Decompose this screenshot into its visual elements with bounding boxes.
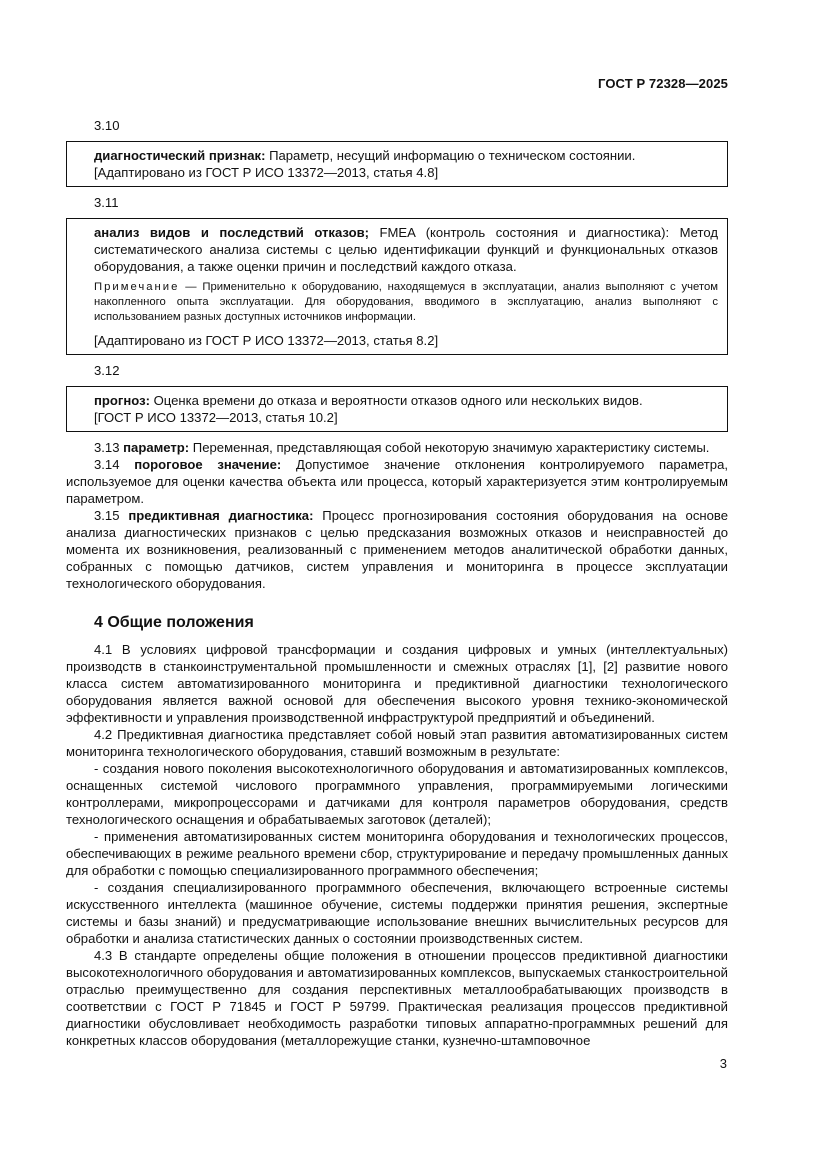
document-body	[66, 111, 728, 1049]
note-label: Примечание	[94, 281, 180, 293]
term-name: пороговое значение:	[134, 456, 282, 472]
term-definition: анализ видов и последствий отказов; FMEA (контроль состояния и диагностика): Метод систематического анализа системы с целью идентификации функций и функциональных отказов оборудования, а также оценки причин и последствий каждого отказа.	[94, 225, 718, 274]
term-definition: прогноз: Оценка времени до отказа и вероятности отказов одного или нескольких видов.	[94, 392, 643, 408]
term-name: предиктивная диагностика:	[128, 507, 314, 523]
page-number: 3	[719, 1056, 727, 1071]
term-box	[66, 386, 728, 432]
term-name: прогноз:	[94, 392, 150, 408]
term-number: 3.12	[94, 362, 120, 378]
term-box	[66, 141, 728, 187]
term-box	[66, 218, 728, 355]
term-definition: диагностический признак: Параметр, несущий информацию о техническом состоянии.	[94, 148, 636, 163]
paragraph: 4.1 В условиях цифровой трансформации и создания цифровых и умных (интеллектуальных) производств в станкоинструментальной промышленности и смежных отраслях [1], [2] развитие нового класса систем автоматизированного мониторинга и предиктивной диагностики технологического оборудования является важной основой для обеспечения высокого уровня технико-экономической эффективности и управления производственной инфраструктурой предприятий и объединений.	[66, 641, 728, 725]
paragraph: 4.3 В стандарте определены общие положения в отношении процессов предиктивной диагностики высокотехнологичного оборудования и автоматизированных комплексов, выпускаемых станкостроительной отраслью преимущественно для создания перспективных металлообрабатывающих производств в соответствии с ГОСТ Р 71845 и ГОСТ Р 59799. Практическая реализация процессов предиктивной диагностики обусловливает необходимость разработки типовых аппаратно-программных решений для конкретных классов оборудования (металлорежущие станки, кузнечно-штамповочное	[66, 947, 728, 1048]
term-number: 3.11	[94, 195, 119, 210]
term-source: [ГОСТ Р ИСО 13372—2013, статья 10.2]	[94, 409, 338, 425]
term-entry: 3.15 предиктивная диагностика: Процесс прогнозирования состояния оборудования на основе анализа диагностических признаков с целью предсказания возможных отказов и неисправностей до момента их возникновения, реализованный с применением методов аналитической обработки данных, собранных с помощью датчиков, систем управления и мониторинга в процессе эксплуатации технологического оборудования.	[66, 507, 728, 591]
section-title: 4 Общие положения	[94, 613, 254, 631]
term-source: [Адаптировано из ГОСТ Р ИСО 13372—2013, статья 8.2]	[94, 332, 439, 348]
term-entry: 3.13 параметр: Переменная, представляющая собой некоторую значимую характеристику системы.	[94, 439, 710, 455]
term-source: [Адаптировано из ГОСТ Р ИСО 13372—2013, статья 4.8]	[94, 165, 439, 180]
term-name: диагностический признак:	[94, 148, 266, 163]
term-entry: 3.14 пороговое значение: Допустимое значение отклонения контролируемого параметра, используемое для оценки качества объекта или процесса, который характеризуется этим контролируемым параметром.	[66, 456, 728, 506]
paragraph: 4.2 Предиктивная диагностика представляет собой новый этап развития автоматизированных систем мониторинга технологического оборудования, ставший возможным в результате:	[66, 726, 728, 759]
term-name: анализ видов и последствий отказов;	[94, 225, 370, 240]
list-item: - применения автоматизированных систем мониторинга оборудования и технологических процессов, обеспечивающих в режиме реального времени сбор, структурирование и передачу промышленных данных для обработки с помощью специализированного программного обеспечения;	[66, 828, 728, 878]
list-item: - создания специализированного программного обеспечения, включающего встроенные системы искусственного интеллекта (машинное обучение, системы поддержки принятия решения, экспертные системы и базы знаний) и предусматривающие использование внешних вычислительных ресурсов для обработки и анализа статистических данных о состоянии производственных систем.	[66, 879, 728, 946]
list-item: - создания нового поколения высокотехнологичного оборудования и автоматизированных комплексов, оснащенных системой числового программного управления, программируемыми логическими контроллерами, микропроцессорами и датчиками для контроля параметров оборудования, средств технологического оснащения и обрабатываемых заготовок (деталей);	[66, 760, 728, 827]
term-number: 3.10	[94, 118, 120, 133]
document-header: ГОСТ Р 72328—2025	[598, 76, 728, 91]
term-note: Примечание — Применительно к оборудованию, находящемуся в эксплуатации, анализ выполняют с учетом накопленного опыта эксплуатации. Для оборудования, вводимого в эксплуатацию, анализ выполняют с использованием разных доступных источников информации.	[94, 281, 718, 324]
term-name: параметр:	[123, 439, 190, 455]
